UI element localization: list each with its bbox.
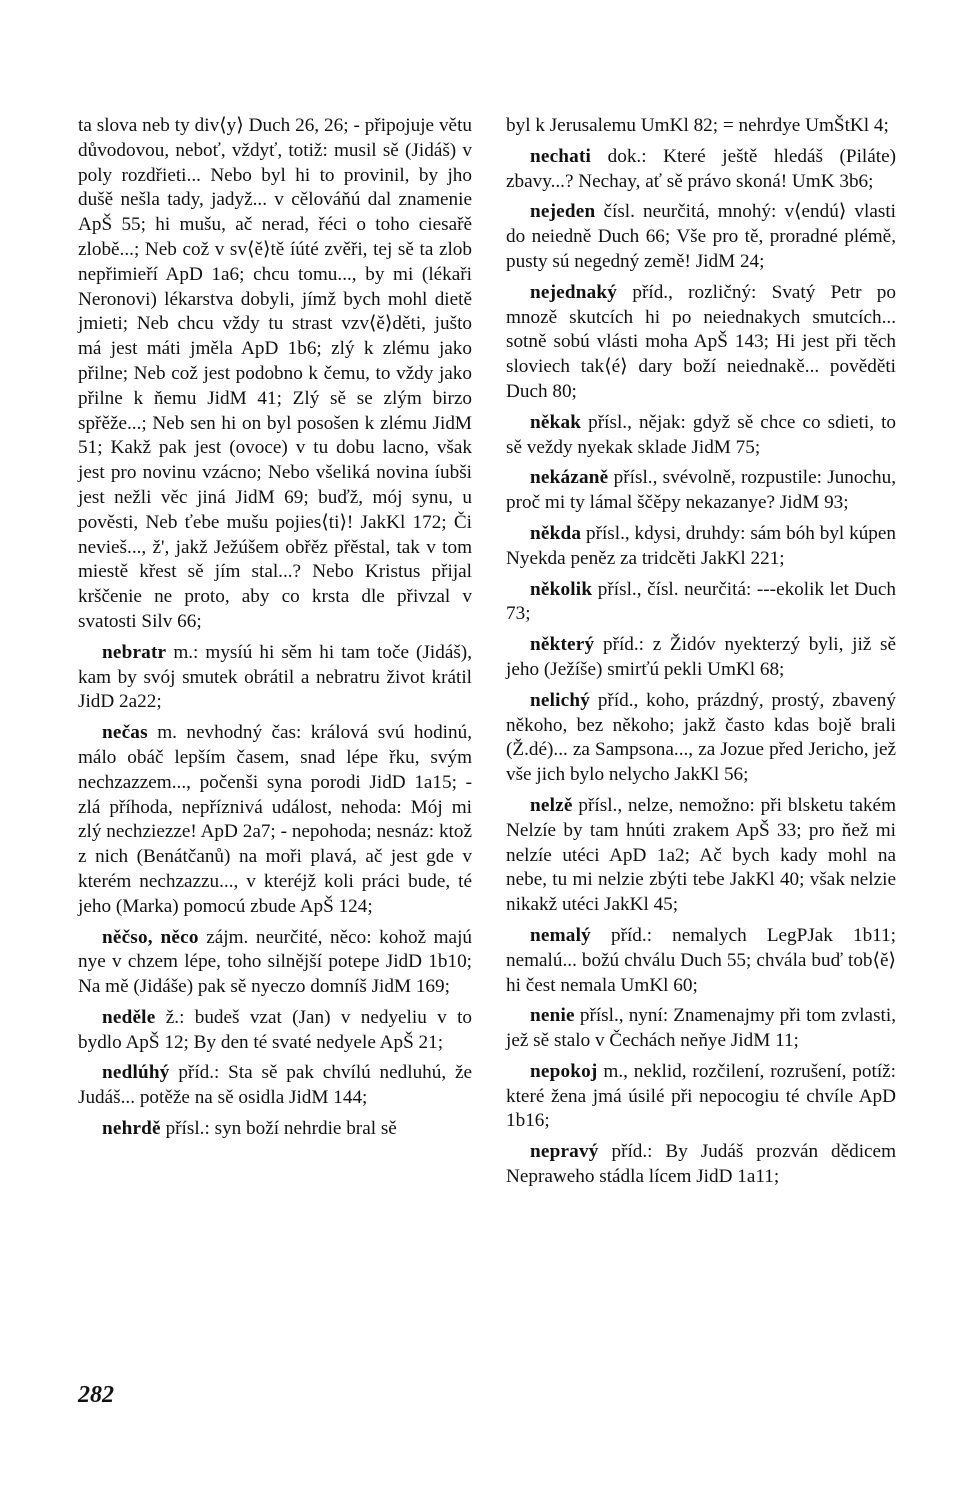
page-number: 282 [78, 1382, 114, 1408]
dictionary-entry [506, 633, 896, 683]
entry-body: ž.: budeš vzat (Jan) v nedyeliu v to bydlo ApŠ 12; By den té svaté nedyele ApŠ 21; [78, 1006, 472, 1053]
entry-body: ta slova neb ty div⟨y⟩ Duch 26, 26; - připojuje větu důvodovou, neboť, vždyť, totiž: musil sě (Jidáš) v poly rozdřieti... Nebo byl hi to provinil, by jho dušě nešla tady, jadyž... v cělováňú dal znamenie ApŠ 55; hi mušu, ač nerad, řéci o toho ciesařě zlobě...; Neb což v sv⟨ě⟩tě íúté zvěři, tej sě ta zlob nepřimieří ApD 1a6; chcu tomu..., by mi (lékaři Neronovi) lékarstva dobyli, jímž bych mohl dietě jmieti; Neb chcu vždy tu strast vzv⟨ě⟩děti, jušto má jest máti jměla ApD 1b6; zlý k zlému jako přilne; Neb což jest podobno k čemu, to vždy jako přilne k ňemu JidM 41; Zlý sě se zlým birzo spřěže...; Neb sen hi on byl posošen k zlému JidM 51; Kakž pak jest (ovoce) v tu dobu lacno, však jest pro novinu vzácno; Nebo všeliká novina íubši jest nežli věc jiná JidM 69; buďž, mój synu, u pověsti, Neb ťebe mušu pojies⟨ti⟩! JakKl 172; Či nevieš..., ž', jakž Ježúšem obřěz přěstal, tak v tom miestě křest sě jím stal...? Nebo Kristus přijal krščenie ne proto, aby co krsta dle přivzal v svatosti Silv 66; [78, 115, 472, 632]
entry-headword: nelzě [530, 794, 573, 816]
entry-headword: někak [530, 411, 582, 433]
dictionary-entry [506, 578, 896, 628]
entry-headword: nejednaký [530, 281, 618, 303]
dictionary-entry [78, 641, 472, 715]
entry-body: přísl., svévolně, rozpustile: Junochu, proč mi ty lámal ščěpy nekazanye? JidM 93; [506, 467, 896, 514]
entry-body: dok.: Které ještě hledáš (Piláte) zbavy...? Nechay, ať sě právo skoná! UmK 3b6; [506, 145, 896, 192]
continued-entry-text [78, 114, 472, 635]
dictionary-entry [506, 522, 896, 572]
entry-headword: nedlúhý [102, 1062, 170, 1084]
entry-body: čísl. neurčitá, mnohý: v⟨endú⟩ vlasti do neiedně Duch 66; Vše pro tě, proradné plémě, pusty sú negedný země! JidM 24; [506, 201, 896, 272]
dictionary-entry [506, 281, 896, 405]
entry-body: přísl., nyní: Znamenajmy při tom zvlasti, jež sě stalo v Čechách neňye JidM 11; [506, 1005, 896, 1052]
entry-body: byl k Jerusalemu UmKl 82; = nehrdye UmŠtKl 4; [506, 115, 889, 136]
right-column [506, 114, 896, 1196]
entry-headword: někda [530, 522, 582, 544]
dictionary-entry [506, 794, 896, 918]
dictionary-entry [78, 1006, 472, 1056]
dictionary-entry [78, 721, 472, 919]
dictionary-entry [506, 200, 896, 274]
dictionary-entry [506, 1004, 896, 1054]
dictionary-entry [506, 924, 896, 998]
entry-headword: nechati [530, 145, 592, 167]
entry-headword: nenie [530, 1005, 575, 1027]
entry-headword: nekázaně [530, 467, 609, 489]
entry-body: příd.: By Judáš prozván dědicem Nepraweho stádla lícem JidD 1a11; [506, 1141, 896, 1188]
entry-headword: nebratr [102, 641, 167, 663]
entry-body: příd.: Sta sě pak chvílú nedluhú, že Judáš... potěže na sě osidla JidM 144; [78, 1062, 472, 1109]
entry-headword: několik [530, 578, 593, 600]
entry-headword: nečas [102, 722, 148, 744]
entry-body: příd.: z Židóv nyekterzý byli, již sě jeho (Ježíše) smirťú pekli UmKl 68; [506, 634, 896, 680]
dictionary-page [78, 114, 896, 1196]
entry-headword: nemalý [530, 924, 591, 946]
left-column [78, 114, 472, 1196]
dictionary-entry [78, 1117, 472, 1142]
entry-body: příd.: nemalych LegPJak 1b11; nemalú... božú chválu Duch 55; chvála buď tob⟨ě⟩ hi čest nemala UmKl 60; [506, 924, 896, 996]
dictionary-entry [78, 926, 472, 1000]
dictionary-entry [506, 1140, 896, 1190]
dictionary-entry [78, 1061, 472, 1111]
entry-headword: nehrdě [102, 1118, 161, 1140]
entry-body: přísl., kdysi, druhdy: sám bóh byl kúpen Nyekda peněz za tridcěti JakKl 221; [506, 522, 896, 569]
entry-headword: nepokoj [530, 1060, 598, 1082]
dictionary-entry [506, 689, 896, 788]
entry-headword: nepravý [530, 1141, 599, 1163]
entry-body: m. nevhodný čas: králová svú hodinú, málo obáč lepším časem, snad lépe řku, svým nechzazzem..., počenši syna porodi JidD 1a15; - zlá příhoda, nepříznivá událost, nehoda: Mój mi zlý nechziezze! ApD 2a7; - nepohoda; nesnáz: ktož z nich (Benátčanů) na moři plavá, ač jest gde v kterém nechzazzu..., v kteréjž koli práci bude, té jeho (Marka) pomocú zbude ApŠ 124; [78, 722, 472, 917]
entry-body: m., neklid, rozčilení, rozrušení, potíž: které žena jmá úsilé při nepocogiu té chvíle ApD 1b16; [506, 1060, 896, 1132]
entry-headword: něčso, něco [102, 926, 199, 948]
entry-headword: některý [530, 634, 595, 656]
entry-body: m.: mysíú hi sěm hi tam toče (Jidáš), kam by svój smutek obrátil a nebratru život krátil JidD 2a22; [78, 641, 472, 713]
entry-body: zájm. neurčité, něco: kohož majú nye v chzem lépe, toho silnější potepe JidD 1b10; Na mě (Jidáše) pak sě nyeczo domníš JidM 169; [78, 926, 472, 998]
entry-body: přísl., nelze, nemožno: při blsketu takém Nelzíe by tam hnúti zrakem ApŠ 33; pro ňež mi nelzíe utéci ApD 1a2; Ač bych kady mohl na nebe, tu mi nelzie zbýti tebe JakKl 40; však nelzie nikakž utéci JakKl 45; [506, 794, 896, 916]
dictionary-entry [506, 1060, 896, 1134]
entry-headword: neděle [102, 1006, 156, 1028]
continued-entry-text [506, 114, 896, 139]
entry-headword: nelichý [530, 689, 591, 711]
dictionary-entry [506, 411, 896, 461]
dictionary-entry [506, 145, 896, 195]
entry-body: přísl.: syn boží nehrdie bral sě [160, 1118, 397, 1140]
entry-body: příd., rozličný: Svatý Petr po mnozě skutcích hi po neiednakych smutcích... sotně sobú vlásti moha ApŠ 143; Hi jest při těch sloviech tak⟨é⟩ dary boží neiednakě... pověděti Duch 80; [506, 281, 896, 402]
dictionary-entry [506, 466, 896, 516]
entry-body: příd., koho, prázdný, prostý, zbavený někoho, bez někoho; jakž často kdas bojě brali (Ž.dé)... za Sampsona..., za Jozue před Jericho, jež vše jich bylo nelycho JakKl 56; [506, 689, 896, 786]
entry-body: přísl., nějak: gdyž sě chce co sdieti, to sě veždy nyekak sklade JidM 75; [506, 411, 896, 458]
entry-body: přísl., čísl. neurčitá: ---ekolik let Duch 73; [506, 578, 896, 625]
entry-headword: nejeden [530, 201, 596, 223]
